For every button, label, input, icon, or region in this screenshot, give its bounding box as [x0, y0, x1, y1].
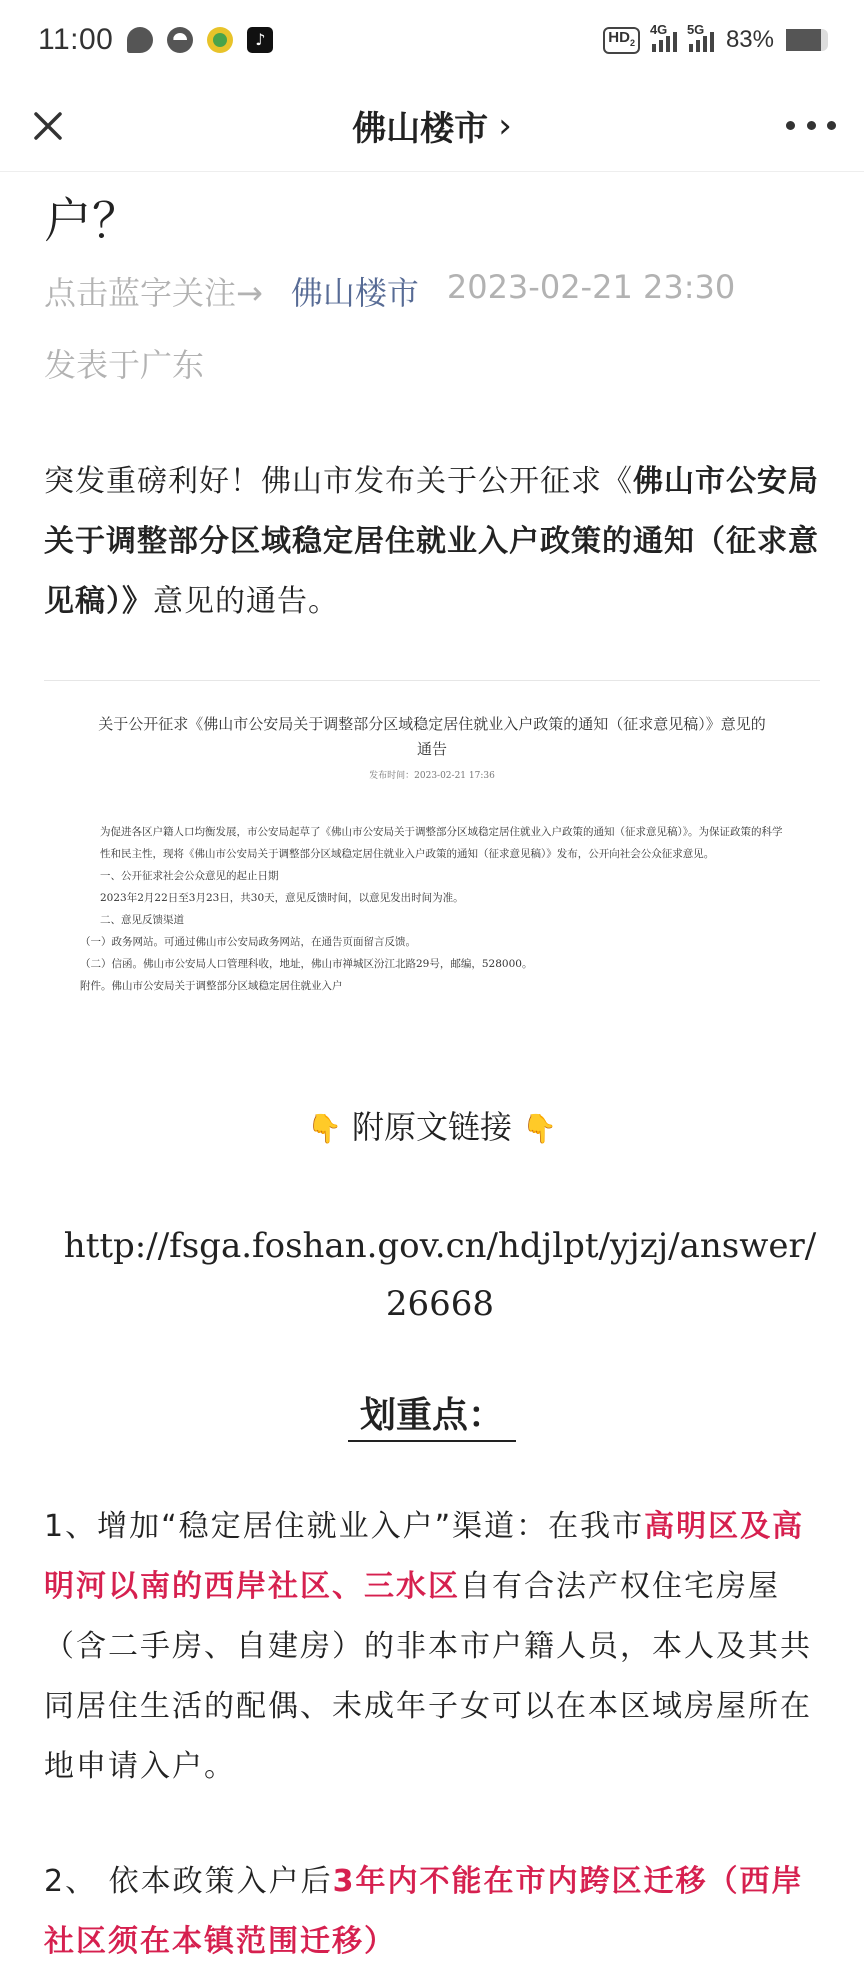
point-1-text-c: 自有合法产权住宅房屋（含二手房、自建房）的非本市户籍人员，本人及其共同居住生活的配偶、未成年子女可以在本区域房屋所在地申请入户。	[44, 1569, 812, 1784]
notice-line: 附件。佛山市公安局关于调整部分区域稳定居住就业入户	[80, 980, 343, 992]
chevron-right-icon: ›	[498, 105, 512, 146]
point-1-highlight: 高明区及高明河以南的西岸社区、三水区	[44, 1509, 805, 1604]
battery-icon	[786, 29, 828, 51]
status-left	[38, 23, 273, 57]
key-points-heading-text: 划重点：	[348, 1395, 516, 1442]
account-title-link[interactable]	[352, 101, 512, 150]
more-button[interactable]	[786, 110, 836, 140]
close-button[interactable]	[24, 102, 72, 150]
intro-text-c: 意见的通告。	[153, 584, 339, 619]
intro-paragraph	[44, 452, 824, 632]
more-dot-icon	[807, 121, 816, 130]
key-points-heading	[0, 1387, 864, 1438]
battery-percent: 83%	[725, 26, 774, 53]
battery-fill	[786, 29, 821, 51]
link-heading-text: 附原文链接	[351, 1108, 512, 1146]
message-icon	[127, 27, 153, 53]
notice-date: 发布时间：2023-02-21 17:36	[369, 771, 495, 781]
link-heading	[0, 1102, 864, 1148]
notice-image[interactable]	[76, 712, 788, 1232]
article-content[interactable]	[0, 172, 864, 1959]
article-meta	[44, 268, 735, 314]
intro-text-a: 突发重磅利好！佛山市发布关于公开征求《	[44, 464, 633, 499]
tiktok-icon: ♪	[247, 27, 273, 53]
follow-prompt: 点击蓝字关注→	[44, 274, 263, 312]
notice-title: 关于公开征求《佛山市公安局关于调整部分区域稳定居住就业入户政策的通知（征求意见稿）》意见的通告	[98, 715, 766, 758]
more-dot-icon	[786, 121, 795, 130]
point-1-text-a: 1、增加“稳定居住就业入户”渠道：在我市	[44, 1509, 645, 1544]
notice-line: 一、公开征求社会公众意见的起止日期	[100, 870, 279, 882]
pointing-down-icon: 👇	[522, 1112, 558, 1145]
nav-bar	[0, 80, 864, 172]
hd-sub: 2	[629, 37, 635, 48]
account-link[interactable]: 佛山楼市	[290, 274, 419, 312]
publish-datetime: 2023-02-21 23:30	[446, 268, 736, 306]
point-2-highlight: 3年内不能在市内跨区迁移（西岸社区须在本镇范围迁移）	[44, 1864, 804, 1959]
signal-icon-5g	[686, 22, 714, 52]
status-bar	[0, 0, 864, 80]
notice-line: （二）信函。佛山市公安局人口管理科收，地址，佛山市禅城区汾江北路29号，邮编，528000。	[80, 958, 533, 970]
source-url[interactable]: http://fsga.foshan.gov.cn/hdjlpt/yjzj/answer/26668	[63, 1226, 817, 1324]
intro-text-bold: 佛山市公安局关于调整部分区域稳定居住就业入户政策的通知（征求意见稿）》	[44, 464, 819, 619]
notice-body	[76, 821, 788, 997]
net-label-4g: 4G	[649, 22, 668, 37]
notice-line: 二、意见反馈渠道	[100, 914, 184, 926]
hd-icon	[603, 27, 640, 54]
publish-location: 发表于广东	[44, 346, 205, 384]
point-2-text-a: 2、 依本政策入户后	[44, 1864, 333, 1899]
point-2	[44, 1852, 820, 1972]
nav-title: 佛山楼市	[352, 109, 489, 149]
divider	[44, 680, 820, 681]
notice-line: （一）政务网站。可通过佛山市公安局政务网站，在通告页面留言反馈。	[80, 936, 416, 948]
status-right	[603, 22, 828, 54]
hd-label: HD	[608, 28, 630, 46]
speedometer-icon	[167, 27, 193, 53]
status-time: 11:00	[38, 23, 114, 56]
app-icon	[207, 27, 233, 53]
pointing-down-icon: 👇	[306, 1112, 342, 1145]
close-icon	[24, 102, 72, 150]
notice-line: 为促进各区户籍人口均衡发展，市公安局起草了《佛山市公安局关于调整部分区域稳定居住就业入户政策的通知（征求意见稿）》。为保证政策的科学性和民主性，现将《佛山市公安局关于调整部分区域稳定居住就业入户政策的通知（征求意见稿）》发布，公开向社会公众征求意见。	[100, 826, 783, 860]
notice-line: 2023年2月22日至3月23日，共30天，意见反馈时间，以意见发出时间为准。	[100, 892, 464, 904]
point-1	[44, 1497, 820, 1797]
net-label-5g: 5G	[686, 22, 705, 37]
article-title: 户？	[44, 193, 141, 249]
more-dot-icon	[827, 121, 836, 130]
signal-icon-4g	[649, 22, 677, 52]
